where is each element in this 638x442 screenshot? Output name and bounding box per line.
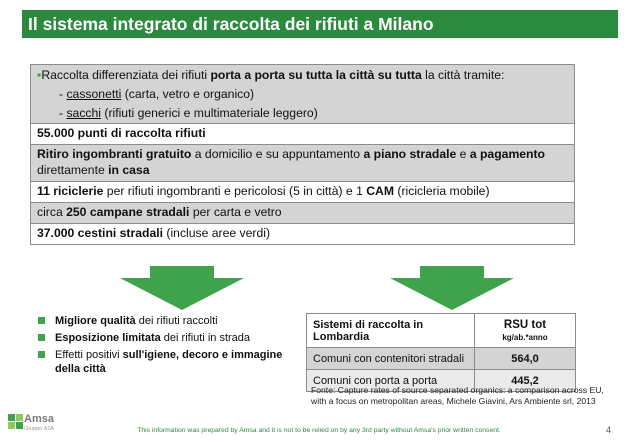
link-cassonetti: cassonetti [66, 87, 122, 101]
row-collection-points: 55.000 punti di raccolta rifiuti [30, 124, 575, 145]
row-door-to-door [30, 64, 575, 124]
header-value: RSU tot kg/ab.*anno [475, 314, 576, 348]
service-table [30, 64, 575, 245]
row-recycling-centers: 11 riciclerie per rifiuti ingombranti e pericolosi (5 in città) e 1 CAM (ricicleria mobile) [30, 182, 575, 203]
page-number: 4 [606, 425, 612, 435]
down-arrow-left-icon [120, 266, 244, 310]
sub-item-bags: - sacchi (rifiuti generici e multimateriale leggero) [59, 106, 318, 120]
table-row: Comuni con contenitori stradali 564,0 [307, 348, 576, 370]
footer-disclaimer: This information was prepared by Amsa and it is not to be relied on by any 3rd party without Amsa's prior written consent. [137, 427, 501, 434]
row-bulky-waste: Ritiro ingombranti gratuito a domicilio e su appuntamento a piano stradale e a pagamento direttamente in casa [30, 145, 575, 182]
rsu-table [306, 313, 576, 392]
list-item: Effetti positivi sull'igiene, decoro e immagine della città [38, 348, 308, 376]
header-label: Sistemi di raccolta in Lombardia [307, 314, 475, 348]
down-arrow-right-icon [390, 266, 514, 310]
page-title: Il sistema integrato di raccolta dei rifiuti a Milano [22, 10, 618, 38]
link-sacchi: sacchi [66, 106, 101, 120]
logo-subtitle: Gruppo A2A [24, 426, 54, 432]
row-street-bins: 37.000 cestini stradali (incluse aree verdi) [30, 224, 575, 245]
benefits-list [38, 314, 308, 379]
sub-item-bins: - cassonetti (carta, vetro e organico) [59, 87, 255, 101]
bullet-square-icon [38, 334, 45, 341]
bullet-square-icon [38, 351, 45, 358]
row-street-bells: circa 250 campane stradali per carta e vetro [30, 203, 575, 224]
logo-name: Amsa [24, 413, 54, 425]
table-row: Comuni con porta a porta 445,2 [307, 370, 576, 392]
source-note: Fonte: Capture rates of source separated organics: a comparison across EU, with a focus on metropolitan areas, Michele Giavini, Ars Ambiente srl, 2013 [311, 385, 604, 406]
bullet-square-icon [38, 317, 45, 324]
list-item: Migliore qualità dei rifiuti raccolti [38, 314, 308, 328]
bullet-icon: ▪ [37, 68, 42, 82]
intro-line: ▪Raccolta differenziata dei rifiuti porta a porta su tutta la città su tutta la città tramite: [37, 68, 505, 82]
list-item: Esposizione limitata dei rifiuti in strada [38, 331, 308, 345]
table-header-row [307, 314, 576, 348]
